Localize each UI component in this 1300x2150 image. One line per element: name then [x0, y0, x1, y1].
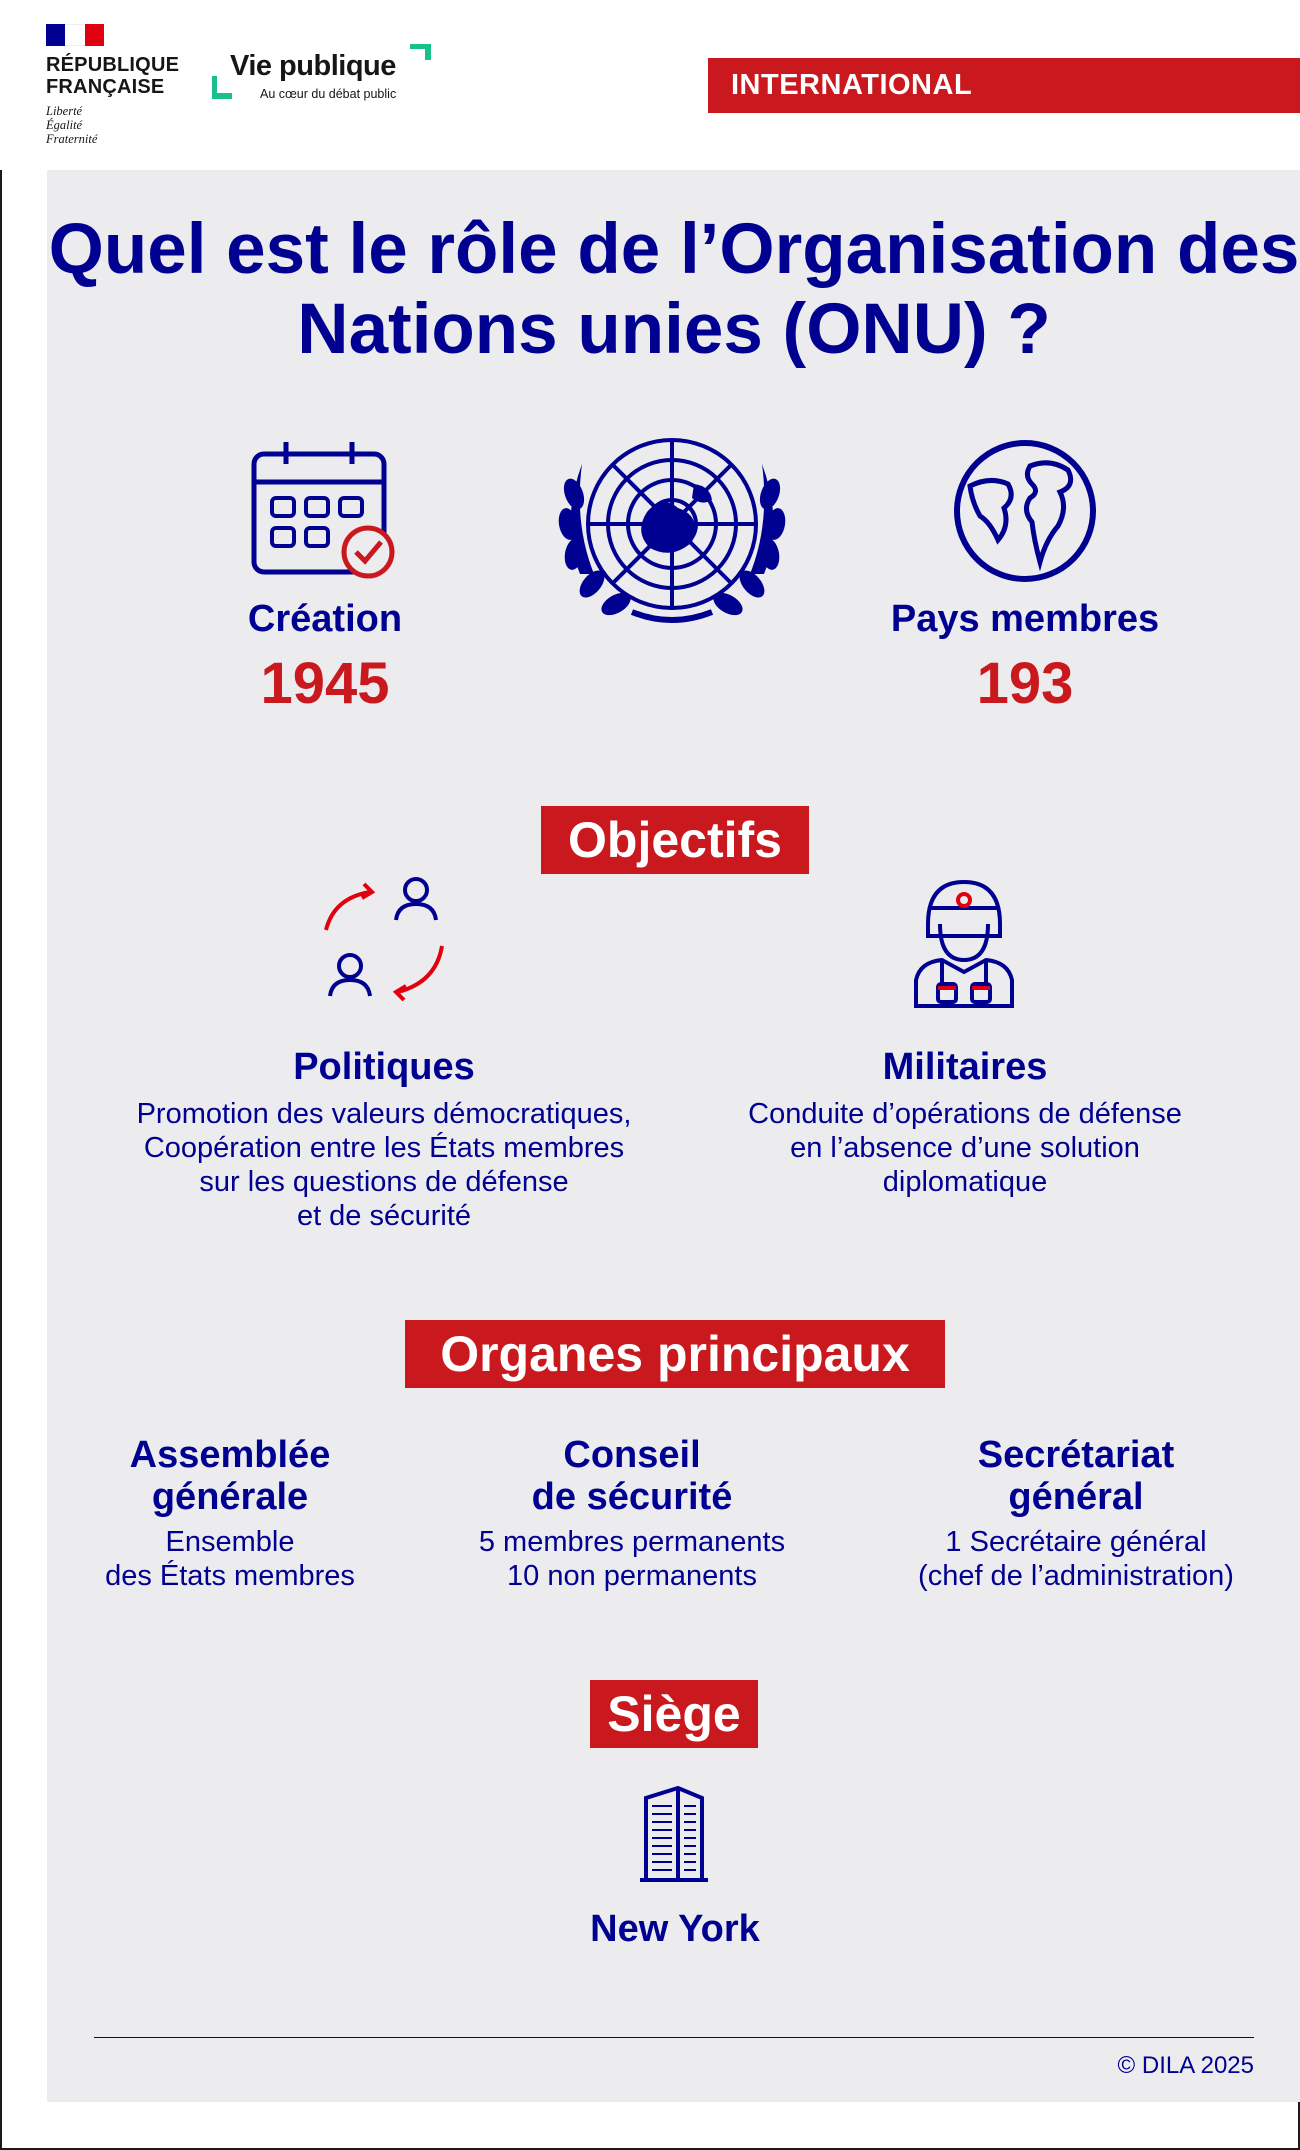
assemblee-generale-title: Assemblée générale	[129, 1434, 331, 1518]
soldier-icon	[912, 876, 1016, 1008]
headquarters-city: New York	[590, 1908, 760, 1950]
french-flag-icon	[46, 24, 104, 46]
republique-francaise-logo	[46, 24, 216, 146]
assemblee-generale-text: Ensemble des États membres	[105, 1526, 355, 1592]
politiques-text: Promotion des valeurs démocratiques, Coopération entre les États membres sur les questions de défense et de sécurité	[136, 1098, 632, 1232]
vie-publique-logo[interactable]	[212, 44, 432, 100]
organes-principaux-heading: Organes principaux	[405, 1320, 945, 1388]
member-countries-label: Pays membres	[890, 598, 1160, 640]
creation-label: Création	[247, 598, 403, 640]
copyright: © DILA 2025	[1117, 2052, 1254, 2079]
siege-heading: Siège	[590, 1680, 758, 1748]
politiques-title: Politiques	[293, 1046, 475, 1088]
secretariat-general-text: 1 Secrétaire général (chef de l’administration)	[918, 1526, 1234, 1592]
globe-icon	[950, 436, 1100, 586]
creation-year: 1945	[260, 651, 390, 716]
secretariat-general-title: Secrétariat général	[977, 1434, 1175, 1518]
militaires-title: Militaires	[882, 1046, 1048, 1088]
republique-francaise-name: RÉPUBLIQUE FRANÇAISE	[46, 54, 180, 98]
member-countries-count: 193	[976, 651, 1074, 716]
category-banner: INTERNATIONAL	[708, 58, 1300, 113]
header	[0, 0, 1300, 170]
republique-motto: Liberté Égalité Fraternité	[46, 104, 98, 146]
skyscraper-icon	[638, 1784, 710, 1884]
objectifs-heading: Objectifs	[541, 806, 809, 874]
exchange-people-icon	[318, 872, 454, 1008]
conseil-securite-text: 5 membres permanents 10 non permanents	[478, 1526, 786, 1592]
vie-publique-title: Vie publique	[230, 50, 396, 82]
footer-divider	[94, 2037, 1254, 2038]
page-title: Quel est le rôle de l’Organisation des Nations unies (ONU) ?	[48, 210, 1300, 369]
militaires-text: Conduite d’opérations de défense en l’absence d’une solution diplomatique	[748, 1098, 1182, 1198]
conseil-securite-title: Conseil de sécurité	[531, 1434, 733, 1518]
vie-publique-subtitle: Au cœur du débat public	[260, 87, 397, 101]
calendar-check-icon	[250, 440, 400, 580]
un-emblem-icon	[552, 424, 792, 636]
